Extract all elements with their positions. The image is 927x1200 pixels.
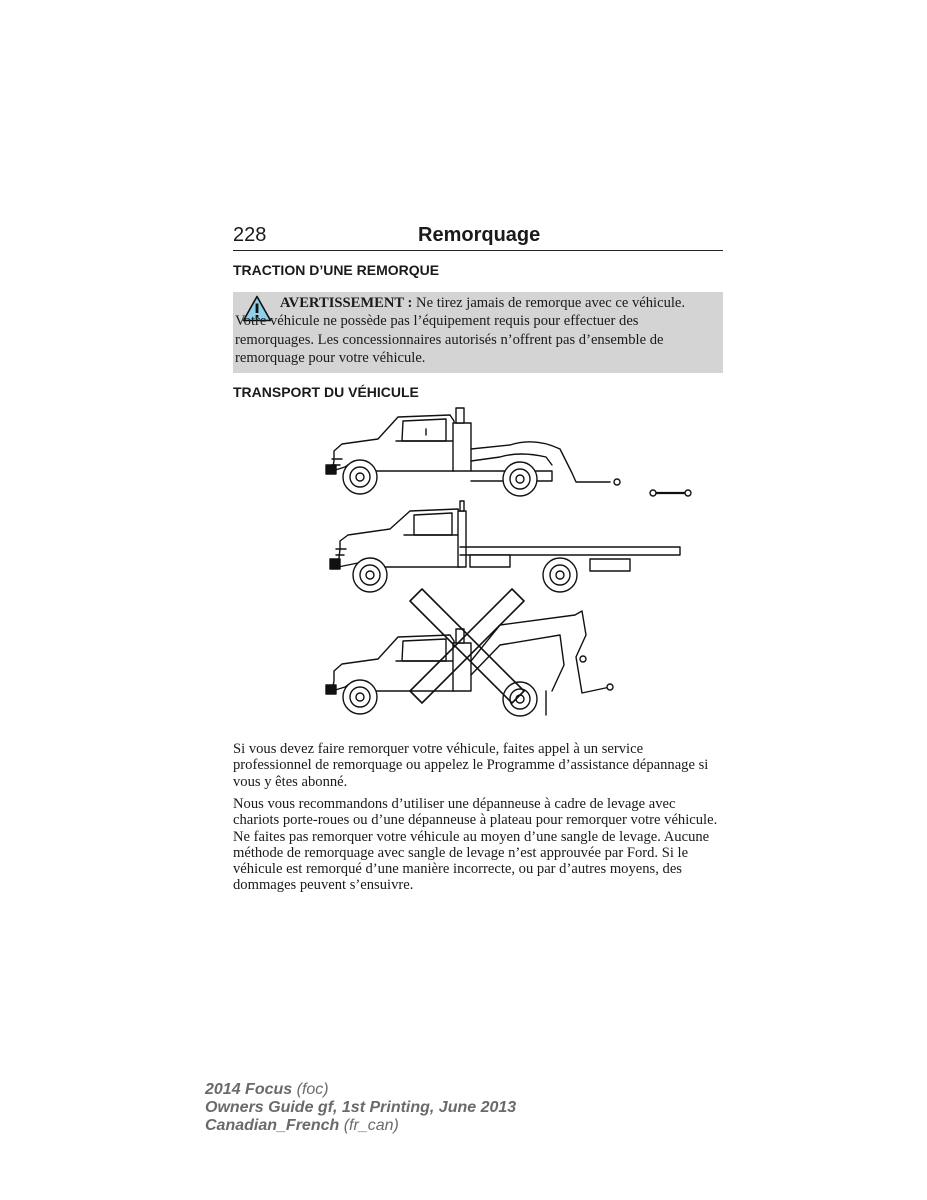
- warning-text: [233, 294, 719, 367]
- page-number: 228: [233, 224, 267, 246]
- footer-language-code: (fr_can): [343, 1117, 399, 1134]
- footer-model-code: (foc): [296, 1081, 329, 1098]
- footer-language: Canadian_French: [205, 1117, 340, 1134]
- warning-label: AVERTISSEMENT :: [280, 295, 413, 311]
- paragraph-tow-service: Si vous devez faire remorquer votre véhicule, faites appel à un service professionnel de remorquage ou appelez le Programme d’assistance dépannage si vous y êtes abonné.: [233, 741, 709, 790]
- footer-line-1: [205, 1081, 516, 1099]
- warning-body: Ne tirez jamais de remorque avec ce véhicule. Votre véhicule ne possède pas l’équipement requis pour effectuer des remorquages. Les concessionnaires autorisés n’offrent pas d’ensemble de remorquage pour votre véhicule.: [235, 295, 686, 366]
- footer-guide: Owners Guide gf, 1st Printing, June 2013: [205, 1099, 517, 1116]
- page-footer: [205, 1081, 516, 1135]
- flatbed-tow-truck-icon: [330, 501, 680, 592]
- wheel-lift-tow-truck-icon: [326, 408, 691, 496]
- sling-tow-truck-crossed-out-icon: [326, 589, 613, 716]
- towing-methods-illustration: [320, 405, 695, 735]
- footer-line-3: [205, 1117, 516, 1135]
- section-heading-traction: TRACTION D’UNE REMORQUE: [233, 262, 440, 278]
- section-heading-transport: TRANSPORT DU VÉHICULE: [233, 384, 419, 400]
- paragraph-tow-recommendation: Nous vous recommandons d’utiliser une dépanneuse à cadre de levage avec chariots porte-roues ou d’une dépanneuse à plateau pour remorquer votre véhicule. Ne faites pas remorquer votre véhicule au moyen d’une sangle de levage. Aucune méthode de remorquage avec sangle de levage n’est approuvée par Ford. Si le véhicule est remorqué d’une manière incorrecte, ou par d’autres moyens, des dommages peuvent s’ensuivre.: [233, 796, 718, 894]
- warning-box: [233, 292, 723, 373]
- footer-line-2: [205, 1099, 516, 1117]
- page-title: Remorquage: [418, 224, 541, 246]
- page-header: [233, 222, 723, 251]
- footer-model: 2014 Focus: [205, 1081, 293, 1098]
